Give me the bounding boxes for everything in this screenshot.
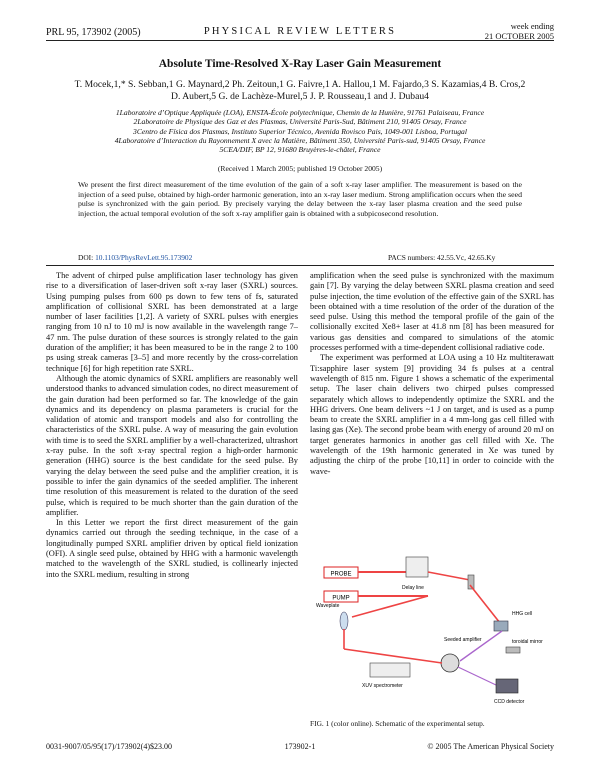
affiliation-4: 4Laboratoire d’Interaction du Rayonnement X avec la Matière, Bâtiment 350, Université Paris-sud, 91405 Orsay, France (114, 135, 486, 145)
affiliations (40, 108, 560, 154)
affiliation-2: 2Laboratoire de Physique des Gaz et des Plasmas, Université Paris-Sud, Bâtiment 210, 91405 Orsay, France (133, 117, 467, 127)
affiliation-5: 5CEA/DIF, BP 12, 91680 Bruyères-le-châtel, France (219, 145, 381, 155)
seeded-amplifier-label: Seeded amplifier (444, 637, 482, 643)
probe-label: PROBE (330, 571, 352, 578)
delay-line-label: Delay line (402, 585, 424, 591)
affiliation-1: 1Laboratoire d’Optique Appliquée (LOA), ENSTA-École polytechnique, Chemin de la Hunière, 91761 Palaiseau, France (115, 108, 485, 117)
toroidal-mirror-label: toroidal mirror (512, 639, 543, 645)
body-column-1 (46, 271, 298, 580)
author-list (40, 79, 560, 103)
journal-ref: PRL 95, 173902 (2005) (46, 27, 141, 38)
body-paragraph: The experiment was performed at LOA using a 10 Hz multiterawatt Ti:sapphire laser system [9] providing 34 fs pulses at a central wavelength of 815 nm. Figure 1 shows a schematic of the experimental setup. The laser chain delivers two chirped pulses compressed separately which allows to independently optimize the SXRL and the HHG drivers. One beam delivers ~1 J on target, and is used as a pump beam to create the SXRL amplifier in a 4 mm-long gas cell filled with lasing gas (Xe). The second probe beam with energy of around 20 mJ on target generates harmonics in another gas cell filled with Xe. The wavelength of the 19th harmonic generated in Xe was tuned by adjusting the chirp of the probe [10,11] in order to coincide with the wave- (310, 353, 554, 476)
doi-link[interactable]: 10.1103/PhysRevLett.95.173902 (95, 253, 193, 262)
page-number: 173902-1 (284, 742, 316, 751)
ccd-detector (496, 679, 518, 693)
probe-beam-2 (428, 572, 470, 580)
week-ending (485, 22, 554, 41)
pump-label: PUMP (332, 595, 350, 602)
doi[interactable] (78, 253, 192, 262)
abstract: We present the first direct measurement of the time evolution of the gain of a soft x-ray laser amplifier. The measurement is based on the injection of a seed pulse, obtained by high-order harmonic generation, into an x-ray laser medium. Strong amplification occurs when the seed pulse is synchronized with the gain period. By precisely varying the delay between the x-ray laser plasma creation and the seed pulse injection, the actual temporal evolution of the soft x-ray amplifier gain is obtained with a subpicosecond resolution. (78, 180, 522, 218)
output-beam (458, 667, 496, 685)
footer-code: 0031-9007/05/95(17)/173902(4)$23.00 (46, 742, 172, 751)
waveplate (340, 612, 348, 630)
journal-name: PHYSICAL REVIEW LETTERS (203, 26, 397, 37)
week-ending-date: 21 OCTOBER 2005 (484, 30, 554, 41)
copyright: © 2005 The American Physical Society (427, 742, 554, 751)
body-paragraph: amplification when the seed pulse is synchronized with the maximum gain [7]. By varying the delay between SXRL plasma creation and seed pulse injection, the time evolution of the effective gain of the SXRL has been obtained with a time resolution of the order of the duration of the seed pulse. Using this method the temporal profile of the gain of the collisionally excited Xe8+ laser at 41.8 nm [8] has been measured for various gas densities and compared to simulations of the atomic processes performed with a time-dependent collisional radiative code. (310, 271, 554, 353)
paper-title: Absolute Time-Resolved X-Ray Laser Gain Measurement (158, 58, 442, 70)
received-dates: (Received 1 March 2005; published 19 October 2005) (217, 164, 383, 173)
affiliation-3: 3Centro de Física dos Plasmas, Instituto Superior Técnico, Avenida Rovisco Pais, 1049-001 Lisboa, Portugal (133, 126, 467, 136)
seeded-amplifier (441, 654, 459, 672)
ccd-detector-label: CCD detector (494, 699, 525, 705)
body-paragraph: Although the atomic dynamics of SXRL amplifiers are reasonably well understood thanks to advanced simulation codes, no direct measurement of the gain duration had been performed so far. The knowledge of the gain dynamics and its dependency on plasma parameters is crucial for the validation of atomic and transport models and also for controlling the characteristics of the SXRL pulse. A way of measuring the gain evolution with time is to seed the SXRL amplifier by a well-characterized, ultrashort x-ray pulse. In the soft x-ray spectral region a high-order harmonic generation (HHG) source is the best candidate for the seed pulse. By varying the delay between the seed pulse and the amplifier creation, it is possible to infer the gain dynamics of the seeded amplifier. The inherent time resolution of this measurement is related to the duration of the seed pulse, which is required to be much shorter than the gain duration of the amplifier. (46, 373, 298, 517)
author-line-1: T. Mocek,1,* S. Sebban,1 G. Maynard,2 Ph. Zeitoun,1 G. Faivre,1 A. Hallou,1 M. Fajardo,3 S. Kazamias,4 B. Cros,2 (74, 79, 526, 90)
body-paragraph: In this Letter we report the first direct measurement of the gain dynamics carried out through the seeding technique, in the case of a longitudinally pumped SXRL amplifier driven by optical field ionization (OFI). A single seed pulse, obtained by HHG with a harmonic wavelength matched to the wavelength of the SXRL studied, is collinearly injected into the SXRL medium, resulting in strong (46, 518, 298, 579)
hhg-cell (494, 621, 508, 631)
delay-line (406, 557, 428, 577)
figure-caption: FIG. 1 (color online). Schematic of the experimental setup. (310, 719, 485, 728)
body-column-2 (310, 271, 554, 477)
pacs-numbers: PACS numbers: 42.55.Vc, 42.65.Ky (388, 253, 496, 262)
figure-1 (310, 545, 554, 713)
probe-beam-3 (470, 585, 500, 623)
seed-beam (460, 631, 502, 661)
xuv-spectrometer (370, 663, 410, 677)
hhg-cell-label: HHG cell (512, 611, 533, 617)
xuv-spectrometer-label: XUV spectrometer (362, 683, 403, 689)
abstract-rule (46, 265, 554, 266)
setup-schematic (310, 545, 554, 713)
week-ending-label: week ending (510, 21, 554, 31)
author-line-2: D. Aubert,5 G. de Lachèze-Murel,5 J. P. Rousseau,1 and J. Dubau4 (171, 91, 429, 102)
doi-label: DOI: (78, 253, 94, 262)
pump-focus-beam (344, 649, 442, 663)
header-rule (46, 40, 554, 41)
body-paragraph: The advent of chirped pulse amplification laser technology has given rise to a diversification of laser-driven soft x-ray laser (SXRL) sources. Using pumping pulses from 600 ps down to few tens of fs, saturated amplification of collisional SXRL has been demonstrated at a large number of laser facilities [1,2]. A variety of SXRL pulses with energies ranging from 10 nJ to 10 mJ is now available in the wavelength range 7–47 nm. The pulse duration of these sources is strongly related to the gain duration of the amplifier; it has been measured to be in the range 2 to 100 ps using streak cameras [3–5] and more recently by the cross-correlation technique [6] for high repetition rate SXRL. (46, 271, 298, 373)
waveplate-label: Waveplate (316, 603, 340, 609)
pump-beam-2 (352, 596, 428, 617)
toroidal-mirror (506, 647, 520, 653)
